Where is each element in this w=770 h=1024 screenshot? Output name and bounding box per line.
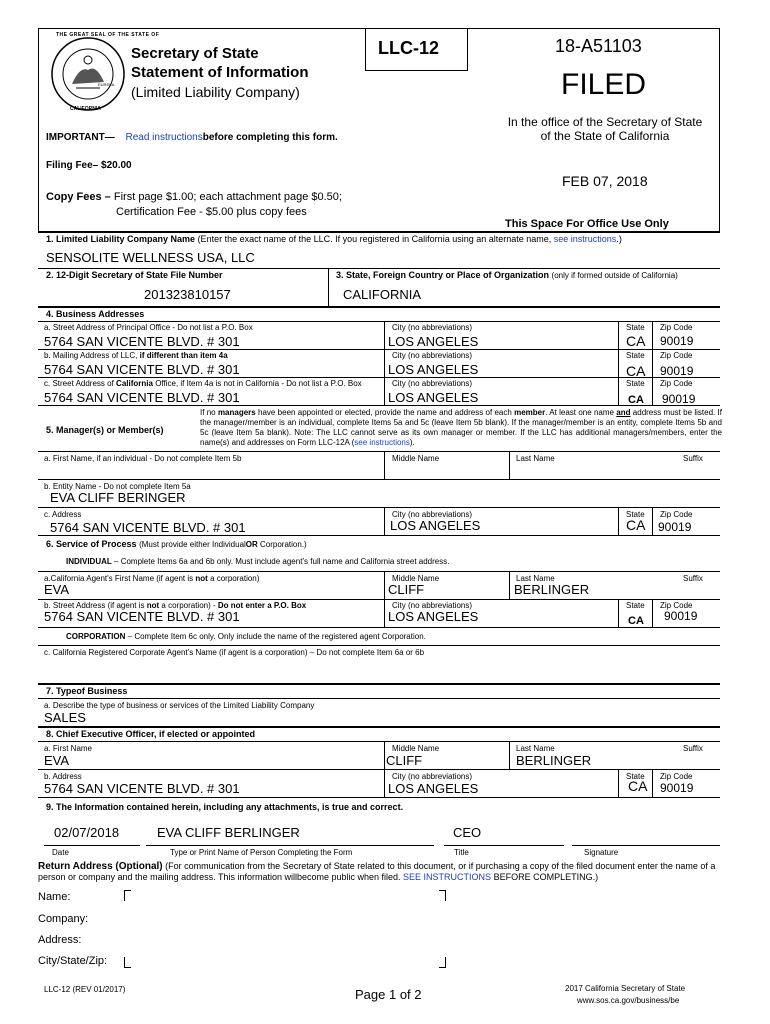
item4c-zip-label: Zip Code bbox=[660, 379, 693, 388]
return-address-box[interactable] bbox=[124, 890, 446, 968]
item6-hint-1: (Must provide either Individual bbox=[139, 540, 246, 549]
item4a-state-label: State bbox=[626, 323, 645, 332]
item6a-last-label: Last Name bbox=[516, 574, 555, 583]
item8a-label: a. First Name bbox=[44, 744, 93, 753]
business-type-field[interactable]: SALES bbox=[44, 710, 86, 725]
copy-fees-line1: First page $1.00; each attachment page $0.50; bbox=[113, 191, 342, 203]
return-address-note bbox=[38, 861, 722, 883]
item1-label-row bbox=[46, 234, 622, 245]
item5a-middle-label: Middle Name bbox=[392, 454, 440, 463]
item5c-zip-field[interactable]: 90019 bbox=[658, 520, 692, 534]
item5-desc-and: and bbox=[616, 408, 631, 417]
ceo-city-field[interactable]: LOS ANGELES bbox=[388, 781, 479, 796]
item5-instructions-link[interactable]: see instructions bbox=[354, 438, 410, 447]
sos-url: www.sos.ca.gov/business/be bbox=[577, 996, 680, 1005]
item5-desc-2: have been appointed or elected, provide the name and address of each bbox=[258, 408, 512, 417]
ceo-first-name-field[interactable]: EVA bbox=[44, 753, 70, 768]
item1-hint-end: .) bbox=[616, 234, 622, 244]
item4c-city-field[interactable]: LOS ANGELES bbox=[388, 390, 479, 405]
item6b-label-1: b. Street Address (if agent is bbox=[44, 601, 145, 610]
state-seal bbox=[50, 36, 126, 112]
return-address-heading: Return Address (Optional) bbox=[38, 861, 163, 872]
item5b-label: b. Entity Name - Do not complete Item 5a bbox=[44, 482, 191, 491]
item5-desc-5: ). bbox=[409, 438, 415, 447]
item5c-city-field[interactable]: LOS ANGELES bbox=[390, 518, 481, 533]
name-caption: Type or Print Name of Person Completing the Form bbox=[170, 848, 353, 857]
item8b-zip-label: Zip Code bbox=[660, 772, 693, 781]
item8b-city-label: City (no abbreviations) bbox=[392, 772, 473, 781]
item5b-entity-name-field[interactable]: EVA CLIFF BERINGER bbox=[50, 490, 186, 505]
item6-corporation-row bbox=[66, 632, 426, 642]
item6a-label-2: a corporation) bbox=[210, 574, 260, 583]
item6a-last-name-field[interactable]: BERLINGER bbox=[514, 582, 590, 597]
copyright: 2017 California Secretary of State bbox=[565, 984, 686, 993]
item5-label: 5. Manager(s) or Member(s) bbox=[46, 425, 164, 435]
item6b-label-not: not bbox=[146, 601, 160, 610]
item2-label: 2. 12-Digit Secretary of State File Number bbox=[46, 270, 223, 280]
title-caption: Title bbox=[454, 848, 469, 857]
item1-label: 1. Limited Liability Company Name bbox=[46, 234, 196, 244]
agency-name: Secretary of State bbox=[131, 45, 259, 62]
item5c-street-field[interactable]: 5764 SAN VICENTE BLVD. # 301 bbox=[50, 520, 246, 535]
item6b-label-3: Do not enter a P.O. Box bbox=[217, 601, 307, 610]
item6a-label-1: a.California Agent's First Name (if agent is bbox=[44, 574, 194, 583]
copy-fees-line2: Certification Fee - $5.00 plus copy fees bbox=[116, 206, 307, 218]
item1-instructions-link[interactable]: see instructions bbox=[553, 234, 617, 244]
item6-corporation-text: – Complete Item 6c only. Only include the name of the registered agent Corporation. bbox=[127, 632, 426, 641]
ceo-last-name-field[interactable]: BERLINGER bbox=[516, 753, 592, 768]
item6c-corporate-agent-field[interactable] bbox=[40, 658, 718, 680]
item9-label: 9. The Information contained herein, including any attachments, is true and correct. bbox=[46, 802, 404, 812]
seal-top-text: THE GREAT SEAL OF THE STATE OF bbox=[56, 32, 160, 38]
item4c-city-label: City (no abbreviations) bbox=[392, 379, 473, 388]
item4b-street-field[interactable]: 5764 SAN VICENTE BLVD. # 301 bbox=[44, 362, 240, 377]
filed-stamp: FILED bbox=[561, 68, 647, 101]
item5c-state-field[interactable]: CA bbox=[626, 517, 646, 533]
ceo-state-field[interactable]: CA bbox=[628, 778, 648, 794]
item5-desc-1: If no bbox=[200, 408, 216, 417]
return-name-label: Name: bbox=[38, 891, 71, 903]
item6a-middle-label: Middle Name bbox=[392, 574, 440, 583]
item1-hint: (Enter the exact name of the LLC. If you registered in California using an alternate name, bbox=[197, 234, 552, 244]
signature-caption: Signature bbox=[584, 848, 619, 857]
item6b-city-label: City (no abbreviations) bbox=[392, 601, 473, 610]
filed-date: FEB 07, 2018 bbox=[562, 173, 648, 189]
item6-hint-or: OR bbox=[245, 540, 258, 549]
item5c-zip-label: Zip Code bbox=[660, 510, 693, 519]
item4c-label bbox=[44, 379, 362, 389]
item6b-label-2: a corporation) - bbox=[161, 601, 216, 610]
important-note bbox=[46, 132, 338, 143]
return-address-label: Address: bbox=[38, 934, 82, 946]
item8b-state-label: State bbox=[626, 772, 645, 781]
read-instructions-link[interactable]: Read instructions bbox=[125, 132, 203, 143]
item4c-street-field[interactable]: 5764 SAN VICENTE BLVD. # 301 bbox=[44, 390, 240, 405]
item4c-label-1: c. Street Address of bbox=[44, 379, 114, 388]
item4c-state-label: State bbox=[626, 379, 645, 388]
item6a-middle-name-field[interactable]: CLIFF bbox=[388, 582, 425, 597]
item8a-middle-label: Middle Name bbox=[392, 744, 440, 753]
copy-fees bbox=[46, 191, 342, 203]
item4a-city-field[interactable]: LOS ANGELES bbox=[388, 334, 479, 349]
document-number: 18-A51103 bbox=[555, 36, 642, 56]
item4b-state-label: State bbox=[626, 351, 645, 360]
item5c-state-label: State bbox=[626, 510, 645, 519]
item4b-state-field[interactable]: CA bbox=[626, 363, 646, 379]
item4b-label bbox=[44, 351, 228, 361]
item4-label: 4. Business Addresses bbox=[46, 309, 145, 319]
return-address-instructions-link[interactable]: SEE INSTRUCTIONS bbox=[403, 872, 492, 882]
item6b-zip-label: Zip Code bbox=[660, 601, 693, 610]
item8-label: 8. Chief Executive Officer, if elected or appointed bbox=[46, 729, 256, 739]
item4a-street-field[interactable]: 5764 SAN VICENTE BLVD. # 301 bbox=[44, 334, 240, 349]
item4b-city-label: City (no abbreviations) bbox=[392, 351, 473, 360]
item4a-state-field[interactable]: CA bbox=[626, 333, 646, 349]
item6b-city-field[interactable]: LOS ANGELES bbox=[388, 609, 479, 624]
copy-fees-label: Copy Fees – bbox=[46, 191, 111, 203]
item6b-state-label: State bbox=[626, 601, 645, 610]
item4b-city-field[interactable]: LOS ANGELES bbox=[388, 362, 479, 377]
item5a-suffix-label: Suffix bbox=[683, 454, 703, 463]
item6-individual-label: INDIVIDUAL bbox=[66, 557, 112, 566]
ceo-street-field[interactable]: 5764 SAN VICENTE BLVD. # 301 bbox=[44, 781, 240, 796]
item4c-zip-field[interactable]: 90019 bbox=[662, 392, 696, 406]
item3-label-row bbox=[336, 270, 678, 281]
item4b-label-1: b. Mailing Address of LLC, bbox=[44, 351, 138, 360]
office-use-label: This Space For Office Use Only bbox=[505, 218, 669, 230]
item5-desc-member: member bbox=[514, 408, 546, 417]
item4c-label-2: California bbox=[116, 379, 153, 388]
item6b-street-field[interactable]: 5764 SAN VICENTE BLVD. # 301 bbox=[44, 609, 240, 624]
item4a-label: a. Street Address of Principal Office - Do not list a P.O. Box bbox=[44, 323, 253, 332]
date-caption: Date bbox=[52, 848, 69, 857]
item6c-label: c. California Registered Corporate Agent’s Name (if agent is a corporation) – Do not complete Item 6a or 6b bbox=[44, 648, 425, 657]
return-company-label: Company: bbox=[38, 913, 89, 925]
item6-corporation-label: CORPORATION bbox=[66, 632, 126, 641]
item6-individual-text: – Complete Items 6a and 6b only. Must include agent’s full name and California street address. bbox=[114, 557, 450, 566]
item6-label: 6. Service of Process bbox=[46, 539, 137, 549]
form-code: LLC-12 bbox=[378, 38, 440, 58]
item6-individual-row bbox=[66, 557, 449, 567]
ceo-middle-name-field[interactable]: CLIFF bbox=[386, 753, 423, 768]
item4a-zip-field[interactable]: 90019 bbox=[660, 334, 694, 348]
item4a-zip-label: Zip Code bbox=[660, 323, 693, 332]
item6-hint-2: Corporation.) bbox=[257, 540, 307, 549]
llc-name-field[interactable]: SENSOLITE WELLNESS USA, LLC bbox=[46, 250, 255, 265]
signer-title-field[interactable]: CEO bbox=[453, 825, 482, 840]
item6-label-row bbox=[46, 539, 307, 550]
important-suffix: before completing this form. bbox=[202, 132, 338, 143]
item5a-label: a. First Name, if an individual - Do not complete Item 5b bbox=[44, 454, 242, 463]
item5-desc-3: . At least one name bbox=[545, 408, 614, 417]
item6b-zip-field[interactable]: 90019 bbox=[664, 609, 698, 623]
item8a-suffix-label: Suffix bbox=[683, 744, 703, 753]
signature-date-field[interactable]: 02/07/2018 bbox=[54, 825, 120, 840]
signer-name-field[interactable]: EVA CLIFF BERLINGER bbox=[157, 825, 300, 840]
item6a-suffix-label: Suffix bbox=[683, 574, 703, 583]
form-revision: LLC-12 (REV 01/2017) bbox=[44, 985, 126, 994]
item6a-label bbox=[44, 574, 259, 584]
seal-motto: EUREKA bbox=[98, 82, 115, 87]
item7-label: 7. Typeof Business bbox=[46, 686, 128, 696]
item5a-last-label: Last Name bbox=[516, 454, 555, 463]
return-city-label: City/State/Zip: bbox=[38, 955, 108, 967]
ceo-zip-field[interactable]: 90019 bbox=[660, 781, 694, 795]
item5c-label: c. Address bbox=[44, 510, 82, 519]
item6a-label-not: not bbox=[195, 574, 208, 583]
item4b-zip-label: Zip Code bbox=[660, 351, 693, 360]
item5-description bbox=[200, 408, 722, 448]
item6b-state-field[interactable]: CA bbox=[628, 615, 644, 627]
form-title: Statement of Information bbox=[131, 64, 309, 81]
item3-label: 3. State, Foreign Country or Place of Organization bbox=[336, 270, 550, 280]
item4b-zip-field[interactable]: 90019 bbox=[660, 364, 694, 378]
item4a-city-label: City (no abbreviations) bbox=[392, 323, 473, 332]
file-number-field[interactable]: 201323810157 bbox=[144, 287, 231, 302]
return-address-text-2: BEFORE COMPLETING.) bbox=[493, 872, 599, 882]
item4b-label-2: if different than item 4a bbox=[139, 351, 228, 360]
filed-office-line2: of the State of California bbox=[540, 129, 670, 143]
item3-hint: (only if formed outside of California) bbox=[551, 271, 678, 280]
item8b-label: b. Address bbox=[44, 772, 82, 781]
filed-office-line1: In the office of the Secretary of State bbox=[507, 115, 703, 129]
item5-desc-4: address must be listed. If the manager/member is an individual, complete Items 5a and 5c (leave Item 5b blank). If the manager/member is an entity, complete Items 5b and 5c (leave Item 5a blank). Note: The LLC cannot serve as its own manager or member. If the LLC has additional managers/members, enter the name(s) and addresses on Form LLC-12A ( bbox=[200, 408, 722, 447]
item5c-city-label: City (no abbreviations) bbox=[392, 510, 473, 519]
signature-field[interactable] bbox=[575, 822, 720, 844]
place-of-organization-field[interactable]: CALIFORNIA bbox=[343, 287, 422, 302]
seal-bottom-text: CALIFORNIA bbox=[70, 106, 101, 112]
item5-desc-managers: managers bbox=[217, 408, 256, 417]
return-address-text-1: (For communication from the Secretary of State related to this document, or if purchasing a copy of the filed document enter the name of a person or company and the mailing address. This information willbecome public when filed. bbox=[38, 861, 716, 882]
item4c-label-3: Office, if Item 4a is not in California - Do not list a P.O. Box bbox=[155, 379, 362, 388]
filing-fee: Filing Fee– $20.00 bbox=[46, 160, 132, 171]
item8a-last-label: Last Name bbox=[516, 744, 555, 753]
item4c-state-field[interactable]: CA bbox=[628, 394, 644, 406]
item7a-label: a. Describe the type of business or services of the Limited Liability Company bbox=[44, 701, 315, 710]
item6a-first-name-field[interactable]: EVA bbox=[44, 582, 70, 597]
entity-type: (Limited Liability Company) bbox=[131, 84, 300, 100]
important-label: IMPORTANT— bbox=[46, 132, 115, 143]
page-number: Page 1 of 2 bbox=[355, 987, 422, 1002]
